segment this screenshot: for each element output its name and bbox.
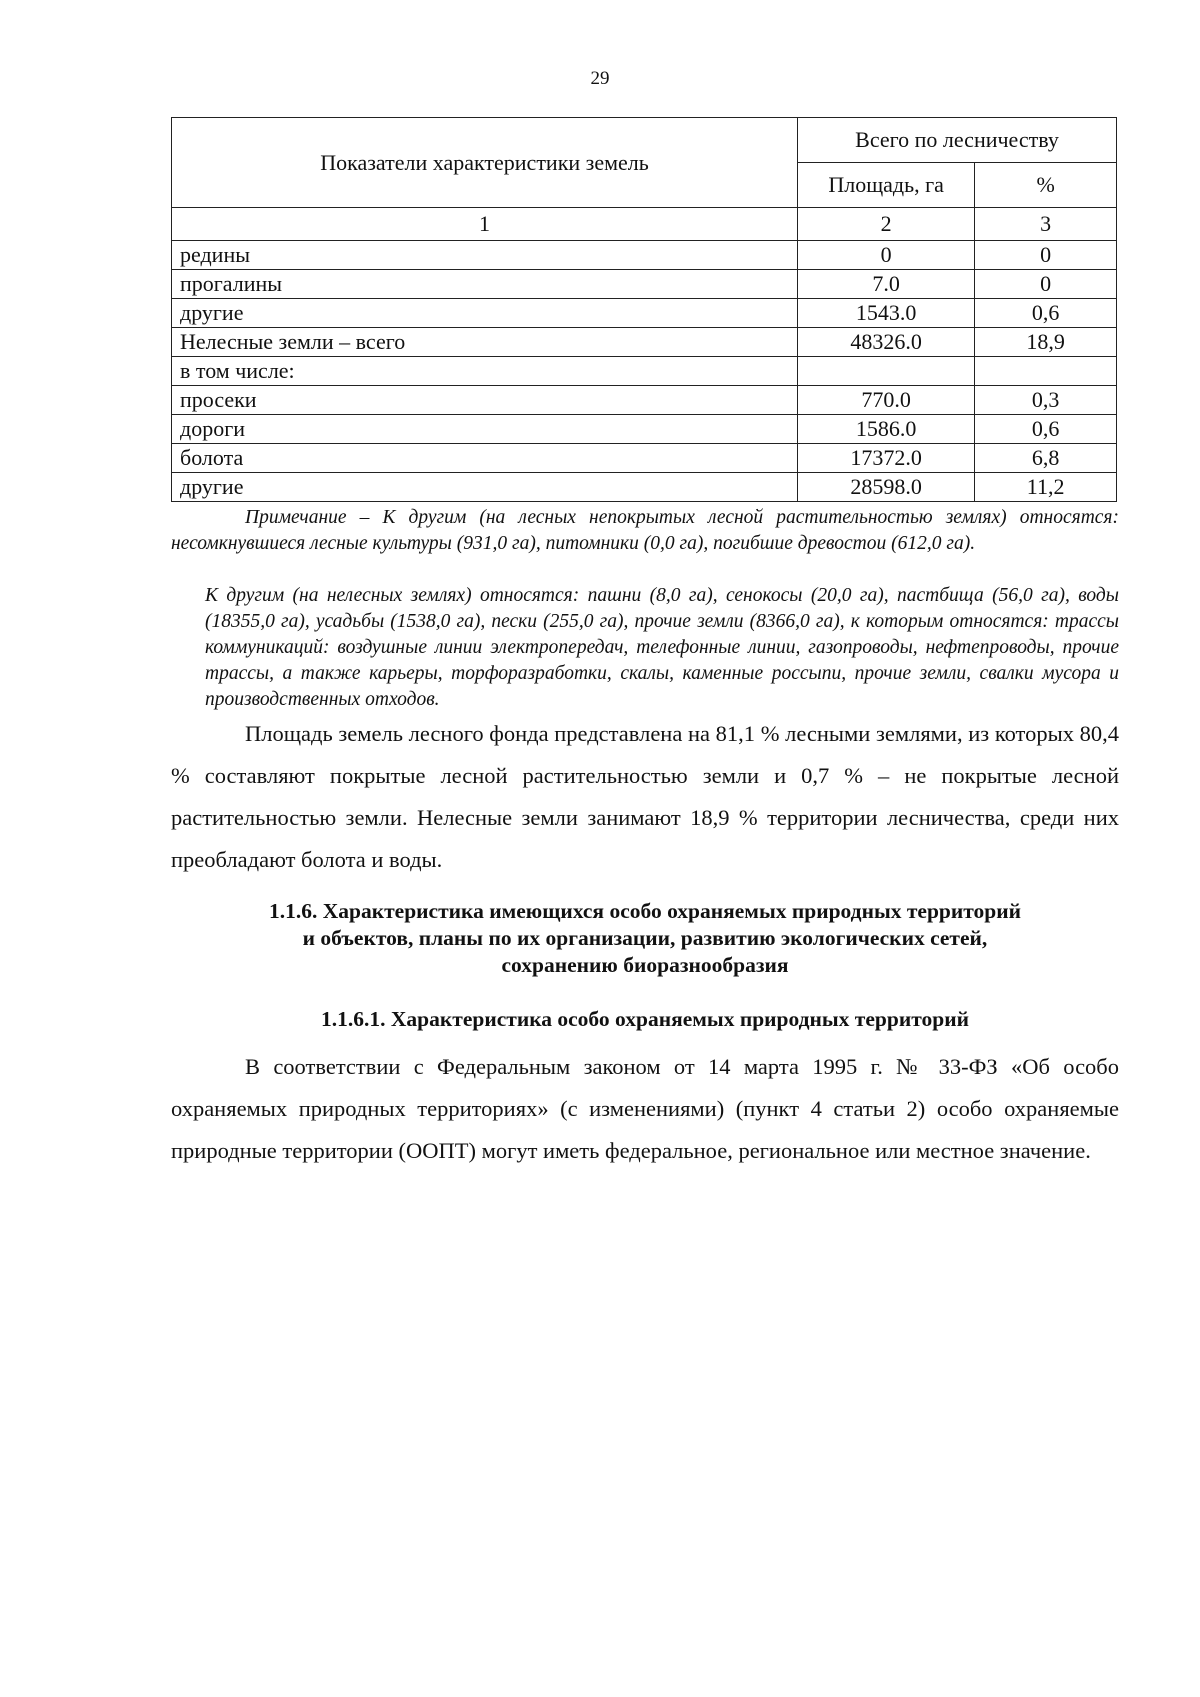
column-number: 1 xyxy=(172,208,798,241)
table-row xyxy=(172,415,1117,444)
paragraph-federal-law: В соответствии с Федеральным законом от 14 марта 1995 г. № 33-ФЗ «Об особо охраняемых природных территориях» (с изменениями) (пункт 4 статьи 2) особо охраняемые природные территории (ООПТ) могут иметь федеральное, региональное или местное значение. xyxy=(171,1054,1119,1163)
row-percent: 0 xyxy=(975,241,1117,270)
row-label: болота xyxy=(172,444,798,473)
row-area: 17372.0 xyxy=(798,444,975,473)
table-row xyxy=(172,357,1117,386)
table-row xyxy=(172,328,1117,357)
table-row xyxy=(172,444,1117,473)
row-area: 770.0 xyxy=(798,386,975,415)
table-row xyxy=(172,473,1117,502)
row-label: редины xyxy=(172,241,798,270)
row-label: в том числе: xyxy=(172,357,798,386)
section-heading-line: 1.1.6. Характеристика имеющихся особо охраняемых природных территорий xyxy=(268,899,1022,923)
row-area: 0 xyxy=(798,241,975,270)
column-number: 3 xyxy=(975,208,1117,241)
paragraph-land-summary: Площадь земель лесного фонда представлена на 81,1 % лесными землями, из которых 80,4 % составляют покрытые лесной растительностью земли и 0,7 % – не покрытые лесной растительностью земли. Нелесные земли занимают 18,9 % территории лесничества, среди них преобладают болота и воды. xyxy=(171,721,1119,872)
row-percent: 11,2 xyxy=(975,473,1117,502)
row-percent: 0,6 xyxy=(975,299,1117,328)
table-note: Примечание – К другим (на лесных непокрытых лесной растительностью землях) относятся: несомкнувшиеся лесные культуры (931,0 га), питомники (0,0 га), погибшие древостои (612,0 га). xyxy=(171,507,1119,554)
row-label: другие xyxy=(172,299,798,328)
section-heading-line: и объектов, планы по их организации, развитию экологических сетей, xyxy=(302,926,988,950)
header-forestry-total: Всего по лесничеству xyxy=(798,118,1117,163)
header-indicators: Показатели характеристики земель xyxy=(172,118,798,208)
land-characteristics-table xyxy=(171,117,1117,502)
row-percent xyxy=(975,357,1117,386)
table-row xyxy=(172,241,1117,270)
column-number: 2 xyxy=(798,208,975,241)
column-number-row xyxy=(172,208,1117,241)
row-label: Нелесные земли – всего xyxy=(172,328,798,357)
subsection-heading: 1.1.6.1. Характеристика особо охраняемых природных территорий xyxy=(321,1007,969,1031)
row-label: другие xyxy=(172,473,798,502)
row-percent: 0,3 xyxy=(975,386,1117,415)
row-label: дороги xyxy=(172,415,798,444)
section-heading-line: сохранению биоразнообразия xyxy=(501,953,789,977)
row-area: 28598.0 xyxy=(798,473,975,502)
table-row xyxy=(172,299,1117,328)
row-area: 1586.0 xyxy=(798,415,975,444)
table-row xyxy=(172,270,1117,299)
row-label: просеки xyxy=(172,386,798,415)
row-label: прогалины xyxy=(172,270,798,299)
row-area: 48326.0 xyxy=(798,328,975,357)
section-heading xyxy=(171,898,1119,979)
header-area: Площадь, га xyxy=(798,163,975,208)
row-area: 7.0 xyxy=(798,270,975,299)
row-area: 1543.0 xyxy=(798,299,975,328)
table-note-nonforest: К другим (на нелесных землях) относятся: пашни (8,0 га), сенокосы (20,0 га), пастбища (56,0 га), воды (18355,0 га), усадьбы (1538,0 га), пески (255,0 га), прочие земли (8366,0 га), к которым относятся: трассы коммуникаций: воздушные линии электропередач, телефонные линии, газопроводы, нефтепроводы, прочие трассы, а также карьеры, торфоразработки, скалы, каменные россыпи, прочие земли, свалки мусора и производственных отходов. xyxy=(205,585,1119,710)
header-percent: % xyxy=(975,163,1117,208)
row-percent: 18,9 xyxy=(975,328,1117,357)
row-percent: 0,6 xyxy=(975,415,1117,444)
page-number: 29 xyxy=(590,68,610,89)
row-percent: 6,8 xyxy=(975,444,1117,473)
row-area xyxy=(798,357,975,386)
table-row xyxy=(172,386,1117,415)
row-percent: 0 xyxy=(975,270,1117,299)
